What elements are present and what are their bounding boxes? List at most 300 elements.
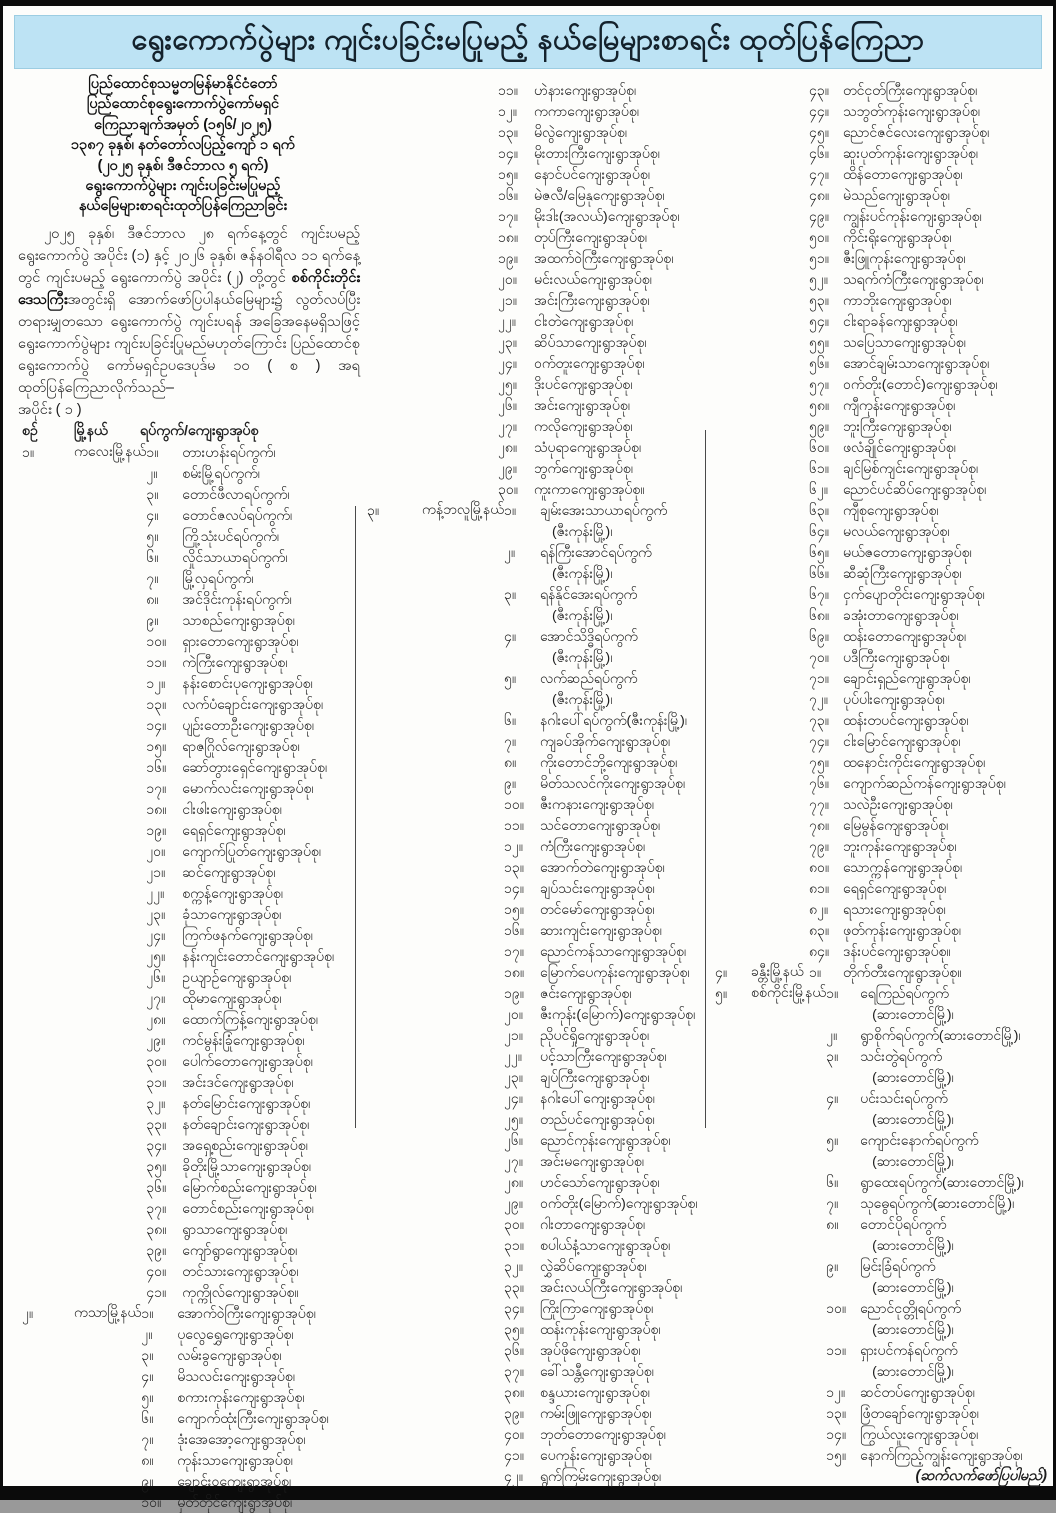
ward-name-town: (ဆားတောင်မြို့)၊ bbox=[872, 1153, 954, 1169]
ward-item bbox=[809, 101, 1049, 122]
ward-name: ဥယျာဉ်ကျေးရွာအုပ်စု၊ bbox=[182, 968, 292, 985]
ward-name: ရွာစိုက်ရပ်ကွက်(ဆားတောင်မြို့)၊ bbox=[860, 1027, 1021, 1043]
ward-number: ၂၁။ bbox=[498, 292, 517, 308]
ward-number: ၇၀။ bbox=[809, 649, 829, 665]
ward-number: ၄။ bbox=[141, 1367, 154, 1384]
ward-name-town: (ဆားတောင်မြို့)၊ bbox=[872, 1321, 954, 1337]
ward-number: ၂၇။ bbox=[498, 418, 517, 434]
ward-item bbox=[146, 1198, 360, 1219]
ward-number: ၅၃။ bbox=[809, 292, 829, 308]
ward-item bbox=[826, 1172, 1049, 1193]
ward-name: ရွက်ကြမ်းကျေးရွာအုပ်စု၊ bbox=[539, 1468, 662, 1484]
ward-item bbox=[498, 458, 703, 479]
ward-name: ညောင်ငုတ္တိုရပ်ကွက် bbox=[860, 1300, 962, 1316]
ward-name: ဘွက်ကျေးရွာအုပ်စု၊ bbox=[534, 460, 633, 476]
ward-items bbox=[809, 80, 1049, 962]
ward-name: ခအုံးတာကျေးရွာအုပ်စု၊ bbox=[843, 607, 959, 623]
ward-number: ၁၁။ bbox=[498, 82, 518, 98]
ward-name: ကံကြီးကျေးရွာအုပ်စု၊ bbox=[539, 838, 646, 854]
ward-number: ၁၂။ bbox=[826, 1384, 846, 1400]
ward-item bbox=[504, 920, 703, 941]
ward-item bbox=[504, 1382, 703, 1403]
ward-name: ပဒီကြီးကျေးရွာအုပ်စု၊ bbox=[843, 649, 950, 665]
ward-name: ညောင်ကုန်းကျေးရွာအုပ်စု၊ bbox=[539, 1132, 671, 1148]
ward-number: ၉။ bbox=[503, 775, 517, 791]
page-title: ရွေးကောက်ပွဲများ ကျင်းပခြင်းမပြုမည့် နယ်မြေများစာရင်း ထုတ်ပြန်ကြေညာ bbox=[14, 15, 1042, 69]
ward-item bbox=[809, 878, 1049, 899]
column-1 bbox=[18, 74, 360, 1513]
ward-number: ၆၆။ bbox=[809, 565, 829, 581]
ward-item bbox=[146, 526, 360, 547]
township-block bbox=[713, 983, 1049, 1466]
ward-item bbox=[826, 1025, 1049, 1046]
ward-item bbox=[146, 988, 360, 1009]
ward-item bbox=[498, 353, 703, 374]
masthead-line: (၂၀၂၅ ခုနှစ်၊ ဒီဇင်ဘာလ ၅ ရက်) bbox=[97, 157, 269, 174]
ward-number: ၅၇။ bbox=[809, 376, 829, 392]
ward-item bbox=[504, 1277, 703, 1298]
ward-number: ၂၂။ bbox=[146, 884, 165, 901]
ward-number: ၂။ bbox=[503, 544, 516, 560]
ward-item bbox=[498, 332, 703, 353]
ward-name: ချောင်းရှည်ကျေးရွာအုပ်စု၊ bbox=[843, 670, 971, 686]
ward-number: ၉။ bbox=[146, 611, 159, 628]
ward-number: ၂၃။ bbox=[146, 905, 166, 922]
intro-bold-region-name: စစ်ကိုင်းတိုင်းဒေသကြီး bbox=[18, 269, 360, 308]
ward-item bbox=[504, 1004, 703, 1025]
ward-name: ထောက်ကြန့်ကျေးရွာအုပ်စု၊ bbox=[182, 1010, 318, 1027]
ward-number: ၄၅။ bbox=[809, 124, 829, 140]
ward-number: ၈၂။ bbox=[809, 901, 829, 917]
ward-name-town: (ဇီးကုန်းမြို့)၊ bbox=[551, 565, 613, 581]
ward-number: ၃၈။ bbox=[503, 1384, 525, 1400]
ward-name: ကျီစုကျေးရွာအုပ်စု၊ bbox=[843, 502, 939, 518]
masthead bbox=[18, 74, 348, 217]
ward-item-line2 bbox=[826, 1004, 1049, 1025]
ward-name: ခေါ်သန္တီကျေးရွာအုပ်စု၊ bbox=[539, 1363, 654, 1379]
ward-number: ၁၀။ bbox=[503, 796, 524, 812]
ward-item bbox=[498, 479, 703, 500]
ward-name: တောင်ဇလပ်ရပ်ကွက်၊ bbox=[182, 506, 293, 523]
ward-number: ၆၁။ bbox=[809, 460, 829, 476]
ward-number: ၁၉။ bbox=[146, 821, 167, 838]
ward-item bbox=[809, 836, 1049, 857]
ward-number: ၂၀။ bbox=[503, 1006, 523, 1022]
ward-number: ၆၈။ bbox=[809, 607, 830, 623]
ward-name: အင်းကြီးကျေးရွာအုပ်စု၊ bbox=[534, 292, 650, 308]
ward-number: ၆၅။ bbox=[809, 544, 829, 560]
ward-number: ၇၅။ bbox=[809, 754, 829, 770]
intro-text-pre: ၂၀၂၅ ခုနှစ်၊ ဒီဇင်ဘာလ ၂၈ ရက်နေ့တွင် ကျင်းပမည့် ရွေးကောက်ပွဲ အပိုင်း (၁) နှင့် ၂၀၂၆ ခုနှစ်၊ ဇန်နဝါရီလ ၁၁ ရက်နေ့တွင် ကျင်းပမည့် ရွေးကောက်ပွဲ အပိုင်း (၂) တို့တွင် bbox=[18, 225, 360, 286]
ward-number: ၆။ bbox=[146, 548, 159, 565]
ward-name: ကျောက်ထုံးကြီးကျေးရွာအုပ်စု၊ bbox=[177, 1409, 329, 1426]
ward-item bbox=[498, 122, 703, 143]
ward-name: ကင်မွန်းခြုံကျေးရွာအုပ်စု၊ bbox=[182, 1031, 305, 1048]
ward-name: အင်းမကျေးရွာအုပ်စု၊ bbox=[539, 1153, 644, 1169]
ward-name: နန်းကျင်းတောင်ကျေးရွာအုပ်စု၊ bbox=[182, 947, 335, 964]
ward-name: ကြိုးကြာကျေးရွာအုပ်စု၊ bbox=[539, 1300, 654, 1316]
ward-name: အင်းလယ်ကြီးကျေးရွာအုပ်စု၊ bbox=[539, 1279, 683, 1295]
ward-number: ၄၄။ bbox=[809, 103, 829, 119]
ward-number: ၂၅။ bbox=[503, 1111, 523, 1127]
ward-item bbox=[146, 1240, 360, 1261]
ward-number: ၂၂။ bbox=[503, 1048, 522, 1064]
masthead-line: နယ်မြေများစာရင်းထုတ်ပြန်ကြေညာခြင်း bbox=[78, 198, 288, 215]
ward-item bbox=[504, 941, 703, 962]
ward-name: လမ်းခွကျေးရွာအုပ်စု၊ bbox=[177, 1346, 282, 1363]
ward-item bbox=[498, 101, 703, 122]
ward-number: ၇။ bbox=[503, 733, 517, 749]
township-block bbox=[363, 80, 703, 500]
ward-name: အောက်တဲကျေးရွာအုပ်စု၊ bbox=[539, 859, 665, 875]
ward-item bbox=[504, 1361, 703, 1382]
ward-number: ၁၆။ bbox=[503, 922, 524, 938]
ward-name: တင်မော်ကျေးရွာအုပ်စု၊ bbox=[539, 901, 655, 917]
ward-item bbox=[809, 311, 1049, 332]
ward-number: ၂၄။ bbox=[498, 355, 517, 371]
ward-number: ၅။ bbox=[146, 527, 159, 544]
township-name: ကလေးမြို့နယ် bbox=[74, 443, 147, 460]
continued-note: (ဆက်လက်ဖော်ပြပါမည်) bbox=[915, 1468, 1047, 1484]
ward-number: ၄၉။ bbox=[809, 208, 829, 224]
ward-number: ၄။ bbox=[146, 506, 159, 523]
ward-item bbox=[826, 1382, 1049, 1403]
ward-item bbox=[146, 463, 360, 484]
ward-name: မိသလင်းကျေးရွာအုပ်စု၊ bbox=[177, 1367, 296, 1384]
ward-name: ပင်းသင်းရပ်ကွက် bbox=[860, 1090, 948, 1106]
ward-number-spacer bbox=[826, 1361, 860, 1382]
ward-item bbox=[504, 1130, 703, 1151]
ward-item bbox=[809, 479, 1049, 500]
ward-item bbox=[146, 1114, 360, 1135]
ward-item-line2 bbox=[504, 689, 703, 710]
ward-name: သာစည်ကျေးရွာအုပ်စု၊ bbox=[182, 611, 295, 628]
ward-item bbox=[809, 248, 1049, 269]
ward-item bbox=[146, 1051, 360, 1072]
ward-name: ဖလံချိုင်ကျေးရွာအုပ်စု၊ bbox=[843, 439, 956, 455]
ward-item bbox=[809, 542, 1049, 563]
township-number: ၃။ bbox=[367, 502, 380, 518]
ward-item bbox=[809, 626, 1049, 647]
ward-number: ၂၃။ bbox=[503, 1069, 523, 1085]
ward-name: ထန်းကုန်းကျေးရွာအုပ်စု၊ bbox=[539, 1321, 661, 1337]
ward-name: ဝက်တိုး(မြောက်)ကျေးရွာအုပ်စု၊ bbox=[539, 1195, 698, 1211]
ward-number: ၈၀။ bbox=[809, 859, 830, 875]
ward-name: တည်ပင်ကျေးရွာအုပ်စု၊ bbox=[539, 1111, 655, 1127]
ward-number: ၇၂။ bbox=[809, 691, 828, 707]
ward-item bbox=[146, 484, 360, 505]
township-cell bbox=[363, 500, 504, 521]
ward-item bbox=[809, 584, 1049, 605]
ward-name: ကိုးတောင်ဘို့ကျေးရွာအုပ်စု၊ bbox=[539, 754, 678, 770]
ward-item bbox=[146, 1093, 360, 1114]
ward-name: တောင်စည်းကျေးရွာအုပ်စု၊ bbox=[182, 1199, 314, 1216]
ward-number: ၅၈။ bbox=[809, 397, 830, 413]
township-number: ၄။ bbox=[715, 964, 728, 980]
part-label: အပိုင်း ( ၁ ) bbox=[18, 401, 82, 418]
ward-item bbox=[809, 773, 1049, 794]
ward-item bbox=[504, 899, 703, 920]
township-cell bbox=[713, 983, 826, 1004]
ward-number: ၃။ bbox=[141, 1346, 154, 1363]
ward-number: ၁၆။ bbox=[146, 758, 167, 775]
township-name: စစ်ကိုင်းမြို့နယ် bbox=[751, 985, 827, 1001]
ward-item bbox=[146, 1261, 360, 1282]
ward-name: ပေကုန်းကျေးရွာအုပ်စု၊ bbox=[539, 1447, 652, 1463]
ward-number: ၅၄။ bbox=[809, 313, 829, 329]
ward-item bbox=[146, 631, 360, 652]
ward-name: ဇင်းကျေးရွာအုပ်စု၊ bbox=[539, 985, 632, 1001]
ward-item bbox=[141, 1387, 360, 1408]
ward-name: တင်သားကျေးရွာအုပ်စု၊ bbox=[182, 1262, 299, 1279]
ward-name: ကျောက်ပြုတ်ကျေးရွာအုပ်စု၊ bbox=[182, 842, 322, 859]
ward-number: ၃၁။ bbox=[503, 1237, 524, 1253]
ward-number: ၅။ bbox=[826, 1132, 839, 1148]
ward-item bbox=[809, 605, 1049, 626]
ward-number: ၆။ bbox=[503, 712, 517, 728]
ward-name: ဇီးကုန်း(မြောက်)ကျေးရွာအုပ်စု၊ bbox=[539, 1006, 696, 1022]
ward-name: နောင်ပင်ကျေးရွာအုပ်စု၊ bbox=[534, 166, 650, 182]
ward-item bbox=[498, 248, 703, 269]
ward-item bbox=[504, 1151, 703, 1172]
ward-name: ဘုတ်တောကျေးရွာအုပ်စု၊ bbox=[539, 1426, 666, 1442]
ward-name: ဘူးကုန်းကျေးရွာအုပ်စု၊ bbox=[843, 838, 957, 854]
ward-number: ၂၄။ bbox=[146, 926, 166, 943]
ward-item bbox=[146, 736, 360, 757]
ward-name: လက်ပံချောင်းကျေးရွာအုပ်စု၊ bbox=[182, 695, 324, 712]
ward-name: နတ်မြောင်းကျေးရွာအုပ်စု၊ bbox=[182, 1094, 311, 1111]
ward-number: ၁၀။ bbox=[826, 1300, 847, 1316]
ward-name: ပုပ်ပါးကျေးရွာအုပ်စု၊ bbox=[843, 691, 945, 707]
ward-name: အောင်ချမ်းသာကျေးရွာအုပ်စု၊ bbox=[843, 355, 990, 371]
ward-name: မယ်ဇတောကျေးရွာအုပ်စု၊ bbox=[843, 544, 972, 560]
ward-name: ကျောင်းနောက်ရပ်ကွက် bbox=[860, 1132, 979, 1148]
ward-number-spacer bbox=[826, 1151, 860, 1172]
ward-number: ၃၄။ bbox=[146, 1136, 167, 1153]
ward-item bbox=[809, 521, 1049, 542]
ward-item bbox=[498, 374, 703, 395]
ward-item bbox=[809, 563, 1049, 584]
ward-number: ၃၀။ bbox=[503, 1216, 524, 1232]
ward-item bbox=[141, 1303, 360, 1324]
ward-item bbox=[809, 437, 1049, 458]
header-ward: ရပ်ကွက်/ကျေးရွာအုပ်စု bbox=[140, 422, 259, 439]
ward-item bbox=[809, 269, 1049, 290]
ward-item bbox=[809, 668, 1049, 689]
ward-item bbox=[146, 673, 360, 694]
ward-name: သဘွတ်ကုန်းကျေးရွာအုပ်စု၊ bbox=[843, 103, 980, 119]
ward-number: ၅၁။ bbox=[809, 250, 829, 266]
ward-name: မင်းလယ်ကျေးရွာအုပ်စု၊ bbox=[534, 271, 652, 287]
ward-item bbox=[141, 1366, 360, 1387]
ward-item bbox=[146, 1177, 360, 1198]
ward-item bbox=[498, 206, 703, 227]
ward-number: ၁၄။ bbox=[498, 145, 518, 161]
ward-number: ၂၅။ bbox=[498, 376, 517, 392]
column-3 bbox=[713, 80, 1049, 1488]
ward-name: ဆင်တပ်ကျေးရွာအုပ်စု၊ bbox=[860, 1384, 975, 1400]
ward-item bbox=[498, 290, 703, 311]
township-number: ၂။ bbox=[22, 1304, 34, 1321]
ward-name: ချပ်သင်းကျေးရွာအုပ်စု၊ bbox=[539, 880, 655, 896]
ward-number: ၁၉။ bbox=[498, 250, 518, 266]
ward-item bbox=[504, 878, 703, 899]
ward-item bbox=[146, 505, 360, 526]
ward-item bbox=[809, 374, 1049, 395]
ward-item-line2 bbox=[504, 605, 703, 626]
ward-name: ထိုမာကျေးရွာအုပ်စု၊ bbox=[182, 989, 282, 1006]
ward-number: ၃၉။ bbox=[503, 1405, 524, 1421]
ward-number: ၉။ bbox=[826, 1258, 839, 1274]
township-block bbox=[713, 80, 1049, 962]
ward-name: ခုံသာကျေးရွာအုပ်စု၊ bbox=[182, 905, 282, 922]
ward-name-town: (ဇီးကုန်းမြို့)၊ bbox=[551, 649, 613, 665]
ward-number: ၂၈။ bbox=[146, 1010, 166, 1027]
ward-name: မိတ်သလင်ကိုးကျေးရွာအုပ်စု၊ bbox=[539, 775, 686, 791]
ward-item bbox=[809, 143, 1049, 164]
ward-item bbox=[809, 710, 1049, 731]
ward-number-spacer bbox=[826, 1319, 860, 1340]
ward-item bbox=[504, 836, 703, 857]
ward-number: ၁။ bbox=[809, 964, 822, 980]
ward-items bbox=[146, 442, 360, 1303]
intro-paragraph bbox=[18, 223, 360, 399]
ward-item-line2 bbox=[826, 1319, 1049, 1340]
ward-item bbox=[809, 857, 1049, 878]
ward-name: ဒန်းပင်ကျေးရွာအုပ်စု။ bbox=[843, 943, 951, 959]
ward-item bbox=[504, 1214, 703, 1235]
ward-number: ၁။ bbox=[503, 502, 517, 518]
ward-name: ဝက်တိုး(တောင်)ကျေးရွာအုပ်စု၊ bbox=[843, 376, 998, 392]
ward-item bbox=[146, 778, 360, 799]
ward-item bbox=[146, 883, 360, 904]
ward-number: ၂၀။ bbox=[146, 842, 166, 859]
ward-item bbox=[504, 815, 703, 836]
ward-number: ၄၈။ bbox=[809, 187, 830, 203]
ward-item bbox=[809, 164, 1049, 185]
ward-name: ပျဉ်းတောဦးကျေးရွာအုပ်စု၊ bbox=[182, 716, 314, 733]
ward-name: ထန်းတောကျေးရွာအုပ်စု၊ bbox=[843, 628, 967, 644]
ward-name-town: (ဆားတောင်မြို့)၊ bbox=[872, 1111, 954, 1127]
ward-number: ၄၂။ bbox=[503, 1468, 523, 1484]
ward-name: တင်ငုတ်ကြီးကျေးရွာအုပ်စု၊ bbox=[843, 82, 978, 98]
ward-name-town: (ဆားတောင်မြို့)၊ bbox=[872, 1006, 954, 1022]
ward-name: မဲဇလီ/မြေနုကျေးရွာအုပ်စု၊ bbox=[534, 187, 665, 203]
ward-item bbox=[809, 899, 1049, 920]
ward-item bbox=[146, 925, 360, 946]
ward-number-spacer bbox=[826, 1235, 860, 1256]
ward-number: ၅၅။ bbox=[809, 334, 829, 350]
ward-number: ၈၁။ bbox=[809, 880, 830, 896]
ward-name: ဒိုးပင်ကျေးရွာအုပ်စု၊ bbox=[534, 376, 633, 392]
ward-number: ၁။ bbox=[146, 443, 159, 460]
ward-name: ဇီးဖြူကုန်းကျေးရွာအုပ်စု၊ bbox=[843, 250, 966, 266]
ward-name: ကဲကြီးကျေးရွာအုပ်စု၊ bbox=[182, 653, 288, 670]
ward-item bbox=[826, 1424, 1049, 1445]
ward-name: နန်းစောင်းပုကျေးရွာအုပ်စု၊ bbox=[182, 674, 313, 691]
ward-list-column-3 bbox=[713, 80, 1049, 1466]
ward-list-column-2 bbox=[363, 80, 703, 1487]
ward-item bbox=[809, 752, 1049, 773]
ward-number: ၆၃။ bbox=[809, 502, 829, 518]
header-township: မြို့နယ် bbox=[74, 422, 108, 439]
ward-item bbox=[826, 1130, 1049, 1151]
ward-item bbox=[504, 500, 703, 521]
ward-name: တားဟန်းရပ်ကွက်၊ bbox=[182, 443, 276, 460]
ward-number: ၇၆။ bbox=[809, 775, 829, 791]
ward-name: နဂါးပေါ်ရပ်ကွက်(ဇီးကုန်းမြို့)၊ bbox=[539, 712, 687, 728]
ward-number: ၃၆။ bbox=[503, 1342, 524, 1358]
ward-name: လက်ဆည်ရပ်ကွက် bbox=[539, 670, 638, 686]
ward-item bbox=[146, 820, 360, 841]
ward-number: ၂၁။ bbox=[503, 1027, 523, 1043]
ward-name: တောင်ပိုရပ်ကွက် bbox=[860, 1216, 947, 1232]
ward-item bbox=[504, 1067, 703, 1088]
ward-item-line2 bbox=[504, 521, 703, 542]
ward-number: ၂၁။ bbox=[146, 863, 166, 880]
ward-name: အရှေ့စည်းကျေးရွာအုပ်စု၊ bbox=[182, 1136, 308, 1153]
ward-name: ငါးမြောင်ကျေးရွာအုပ်စု၊ bbox=[843, 733, 961, 749]
ward-name: ဇီးကနားကျေးရွာအုပ်စု၊ bbox=[539, 796, 654, 812]
ward-number: ၁၇။ bbox=[146, 779, 167, 796]
ward-item bbox=[141, 1492, 360, 1513]
township-name: ခန္တီးမြို့နယ် bbox=[751, 964, 804, 980]
ward-name: သုဓွေရပ်ကွက်(ဆားတောင်မြို့)၊ bbox=[860, 1195, 1015, 1211]
ward-name: သရက်ကံကြီးကျေးရွာအုပ်စု၊ bbox=[843, 271, 984, 287]
ward-number: ၃၂။ bbox=[503, 1258, 523, 1274]
ward-number: ၁၁။ bbox=[503, 817, 524, 833]
ward-number: ၈။ bbox=[146, 590, 159, 607]
ward-number: ၈။ bbox=[826, 1216, 839, 1232]
ward-name: ငါးတဲကျေးရွာအုပ်စု၊ bbox=[534, 313, 634, 329]
ward-item bbox=[498, 395, 703, 416]
ward-name: တုပ်ကြီးကျေးရွာအုပ်စု၊ bbox=[534, 229, 648, 245]
ward-item bbox=[504, 1340, 703, 1361]
ward-name: အင်းကျေးရွာအုပ်စု၊ bbox=[534, 397, 630, 413]
masthead-line: ရွေးကောက်ပွဲများ ကျင်းပခြင်းမပြုမည့် bbox=[85, 178, 281, 195]
ward-item-line2 bbox=[826, 1361, 1049, 1382]
ward-name: ရသားကျေးရွာအုပ်စု၊ bbox=[843, 901, 946, 917]
ward-item bbox=[498, 437, 703, 458]
ward-number: ၇၇။ bbox=[809, 796, 829, 812]
ward-number: ၃၅။ bbox=[146, 1157, 167, 1174]
ward-name: စန္ဒယားကျေးရွာအုပ်စု၊ bbox=[539, 1384, 650, 1400]
ward-number: ၆၀။ bbox=[809, 439, 829, 455]
ward-number: ၆။ bbox=[141, 1409, 154, 1426]
ward-number: ၁၀။ bbox=[146, 632, 167, 649]
ward-number: ၁၃။ bbox=[826, 1405, 847, 1421]
ward-item bbox=[504, 1088, 703, 1109]
ward-name: သောက္ကန်ကျေးရွာအုပ်စု၊ bbox=[843, 859, 963, 875]
ward-item bbox=[504, 773, 703, 794]
ward-number: ၄၁။ bbox=[503, 1447, 524, 1463]
ward-number: ၃၀။ bbox=[146, 1052, 167, 1069]
ward-item bbox=[504, 626, 703, 647]
ward-number: ၃၅။ bbox=[503, 1321, 524, 1337]
ward-item bbox=[504, 1256, 703, 1277]
ward-number: ၁၁။ bbox=[146, 653, 167, 670]
ward-number: ၇။ bbox=[146, 569, 159, 586]
ward-name: အောက်ဝဲကြီးကျေးရွာအုပ်စု၊ bbox=[177, 1304, 316, 1321]
ward-number: ၆၂။ bbox=[809, 481, 828, 497]
ward-number: ၃၁။ bbox=[146, 1073, 167, 1090]
ward-item bbox=[146, 1282, 360, 1303]
intro-text-post: အတွင်းရှိ အောက်ဖော်ပြပါနယ်မြေများ၌ လွတ်လပ်ပြီး တရားမျှတသော ရွေးကောက်ပွဲ ကျင်းပရန် အခြေအနေမရှိသဖြင့် ရွေးကောက်ပွဲများ ကျင်းပခြင်းပြုမည်မဟုတ်ကြောင်း ပြည်ထောင်စုရွေးကောက်ပွဲ ကော်မရှင်ဥပဒေပုဒ်မ ၁၀ ( စ ) အရ ထုတ်ပြန်ကြေညာလိုက်သည်– bbox=[18, 291, 360, 396]
ward-number: ၈။ bbox=[503, 754, 517, 770]
ward-number-spacer bbox=[504, 647, 540, 668]
ward-item bbox=[498, 80, 703, 101]
ward-item bbox=[146, 967, 360, 988]
